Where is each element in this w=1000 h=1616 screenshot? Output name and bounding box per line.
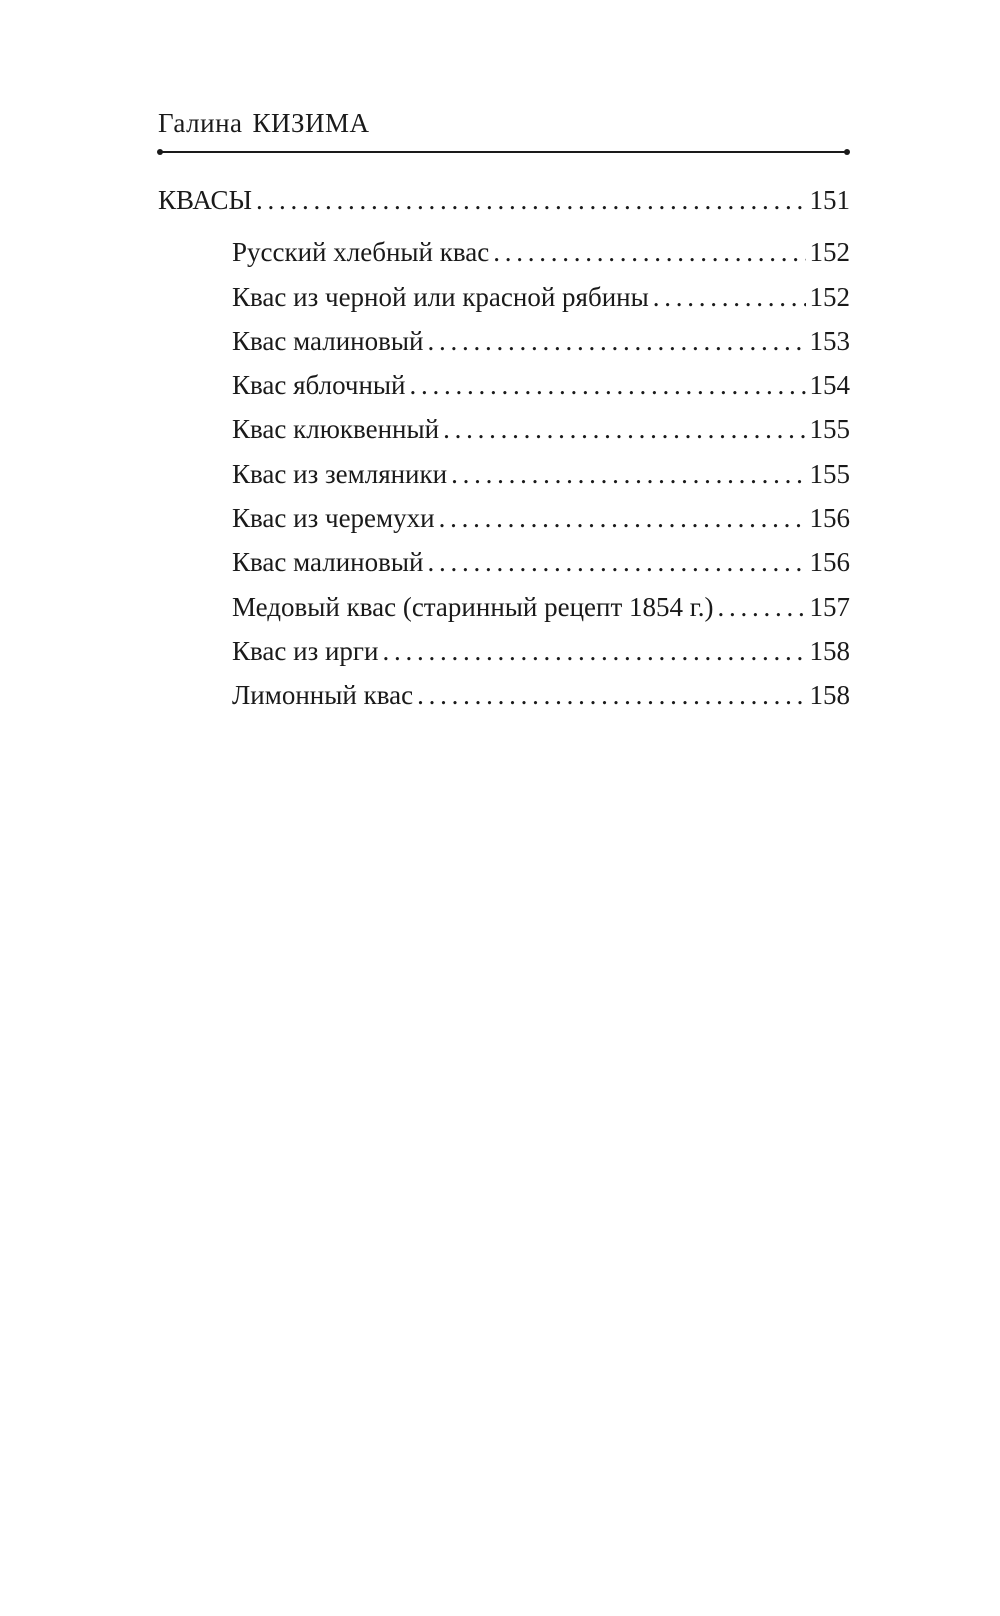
toc-section-kvasy[interactable] [158, 178, 850, 222]
rule-end-dot [844, 149, 850, 155]
toc-entry[interactable] [158, 363, 850, 407]
toc-entry-title: Квас малиновый [232, 547, 424, 578]
toc-page-number: 155 [809, 458, 850, 489]
toc-entry[interactable] [158, 496, 850, 540]
header-rule [160, 151, 847, 153]
toc-section-title: КВАСЫ [158, 185, 253, 215]
toc-page-number: 157 [809, 591, 850, 622]
toc-dot-leader [427, 319, 805, 363]
toc-dot-leader [493, 230, 805, 274]
toc-entry-title: Лимонный квас [232, 680, 414, 711]
toc-page-number: 152 [809, 281, 850, 312]
toc-entry[interactable] [158, 452, 850, 496]
toc-page-number: 156 [809, 503, 850, 534]
toc-entry-title: Русский хлебный квас [232, 237, 490, 268]
toc-entry[interactable] [158, 540, 850, 584]
toc-dot-leader [653, 275, 806, 319]
toc-page-number: 154 [809, 370, 850, 401]
running-header [158, 108, 370, 139]
toc-entry[interactable] [158, 629, 850, 673]
toc-entry-title: Квас яблочный [232, 370, 406, 401]
toc-entry-title: Квас малиновый [232, 325, 424, 356]
toc-dot-leader [417, 673, 805, 717]
author-first-name: Галина [158, 108, 243, 138]
toc-dot-leader [382, 629, 805, 673]
toc-entry-title: Квас из черемухи [232, 503, 435, 534]
rule-end-dot [157, 149, 163, 155]
toc-page-number: 151 [809, 185, 850, 215]
toc-entry-title: Квас из ирги [232, 635, 379, 666]
toc-page-number: 158 [809, 680, 850, 711]
toc-page-number: 153 [809, 325, 850, 356]
toc-entry-title: Квас из черной или красной рябины [232, 281, 649, 312]
toc-entry[interactable] [158, 585, 850, 629]
toc-entry[interactable] [158, 407, 850, 451]
toc-entry[interactable] [158, 673, 850, 717]
table-of-contents [158, 178, 850, 718]
toc-entry-title: Медовый квас (старинный рецепт 1854 г.) [232, 591, 714, 622]
toc-entry-title: Квас из земляники [232, 458, 448, 489]
toc-entry[interactable] [158, 275, 850, 319]
toc-dot-leader [256, 178, 805, 222]
toc-dot-leader [443, 407, 805, 451]
toc-entry[interactable] [158, 230, 850, 274]
toc-dot-leader [439, 496, 806, 540]
toc-page-number: 152 [809, 237, 850, 268]
toc-dot-leader [718, 585, 806, 629]
toc-dot-leader [410, 363, 806, 407]
toc-page-number: 155 [809, 414, 850, 445]
toc-entry-title: Квас клюквенный [232, 414, 440, 445]
toc-entry[interactable] [158, 319, 850, 363]
toc-page-number: 156 [809, 547, 850, 578]
toc-dot-leader [427, 540, 805, 584]
toc-dot-leader [451, 452, 805, 496]
author-last-name: КИЗИМА [252, 108, 370, 138]
toc-page-number: 158 [809, 635, 850, 666]
